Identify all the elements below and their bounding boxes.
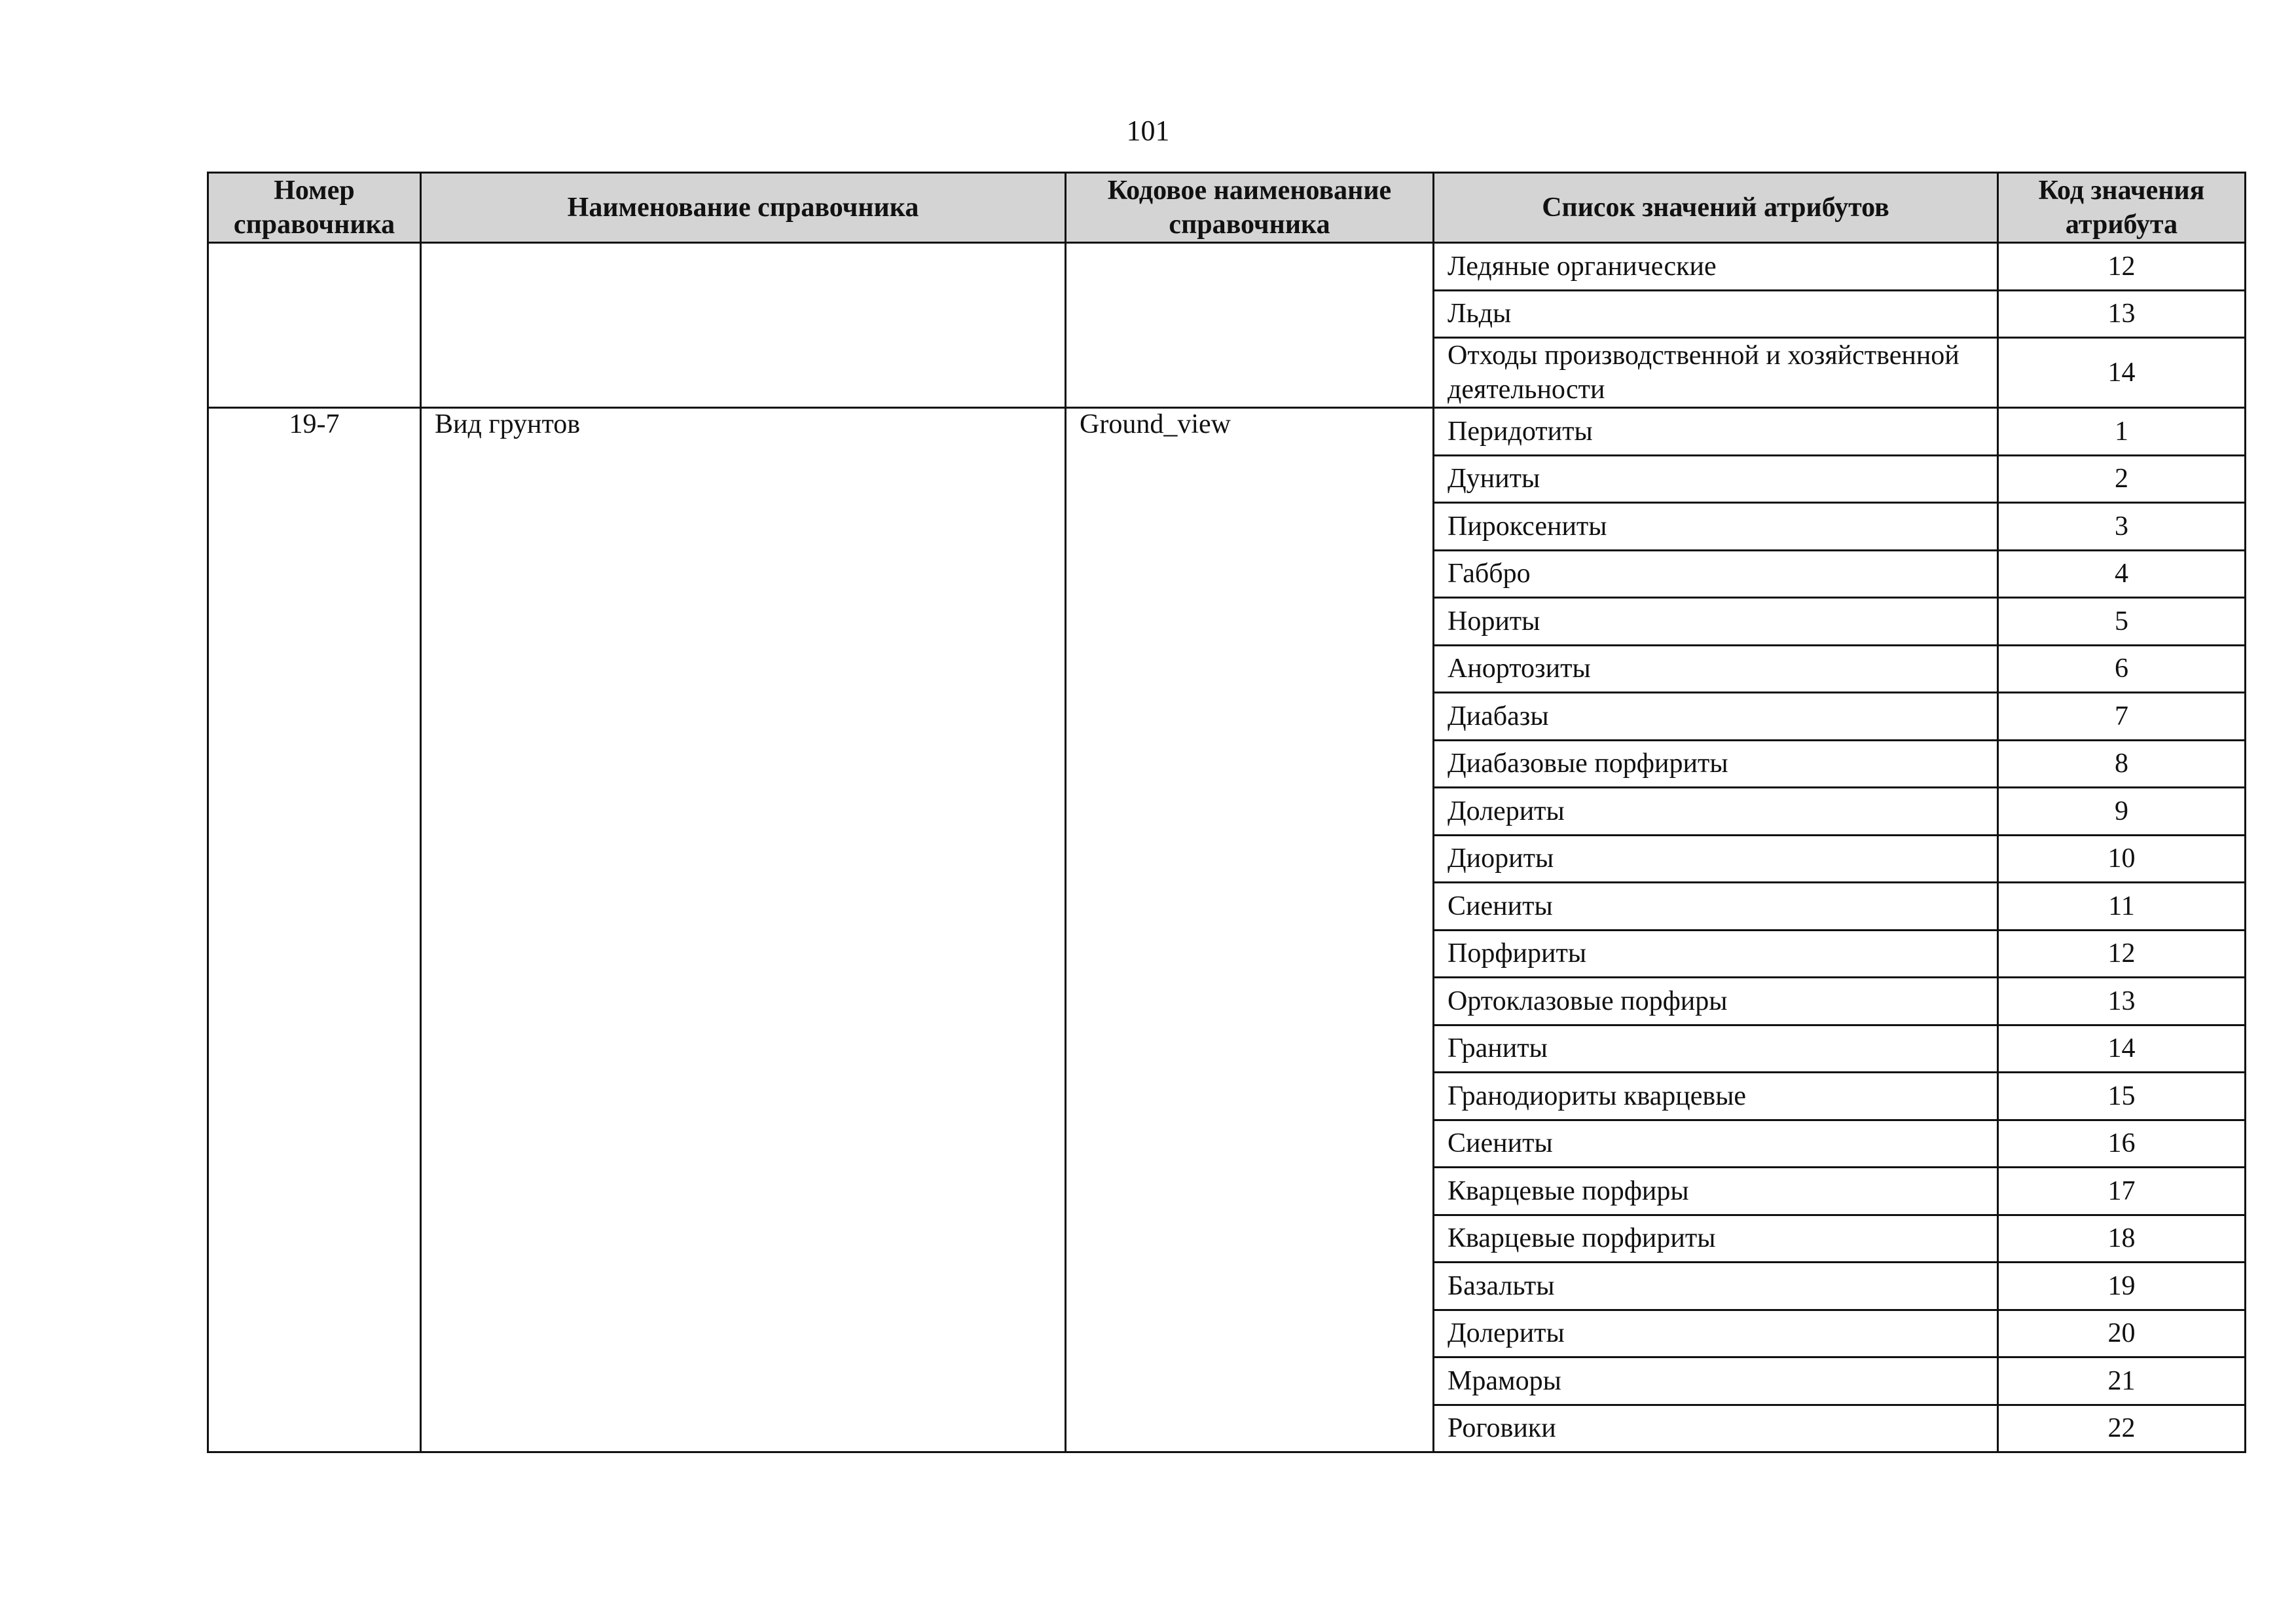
attribute-code: 14	[1998, 338, 2246, 408]
table-row	[208, 243, 2246, 291]
attribute-code: 15	[1998, 1073, 2246, 1120]
attribute-value: Ледяные органические	[1434, 243, 1998, 291]
attribute-code: 22	[1998, 1405, 2246, 1452]
attribute-value: Граниты	[1434, 1025, 1998, 1073]
directory-code-name: Ground_view	[1066, 408, 1434, 1452]
attribute-value: Мраморы	[1434, 1357, 1998, 1405]
attribute-value: Роговики	[1434, 1405, 1998, 1452]
attribute-code: 5	[1998, 598, 2246, 646]
attribute-code: 12	[1998, 930, 2246, 978]
directory-name: Вид грунтов	[421, 408, 1066, 1452]
attribute-value: Сиениты	[1434, 883, 1998, 931]
attribute-code: 14	[1998, 1025, 2246, 1073]
table-header	[208, 173, 2246, 243]
reference-table	[207, 172, 2246, 1453]
attribute-code: 17	[1998, 1168, 2246, 1215]
header-values-list: Список значений атрибутов	[1434, 173, 1998, 243]
header-code-name: Кодовое наименование справочника	[1066, 173, 1434, 243]
attribute-value: Диориты	[1434, 835, 1998, 883]
attribute-code: 13	[1998, 290, 2246, 338]
attribute-code: 12	[1998, 243, 2246, 291]
attribute-code: 16	[1998, 1120, 2246, 1168]
attribute-code: 8	[1998, 740, 2246, 788]
attribute-code: 9	[1998, 788, 2246, 836]
attribute-value: Нориты	[1434, 598, 1998, 646]
attribute-value: Диабазы	[1434, 693, 1998, 741]
header-name: Наименование справочника	[421, 173, 1066, 243]
attribute-value: Анортозиты	[1434, 645, 1998, 693]
attribute-value: Дуниты	[1434, 455, 1998, 503]
continued-name-cell	[421, 243, 1066, 408]
attribute-value: Долериты	[1434, 1310, 1998, 1357]
attribute-value: Базальты	[1434, 1263, 1998, 1310]
continued-number-cell	[208, 243, 421, 408]
attribute-value: Перидотиты	[1434, 408, 1998, 456]
attribute-code: 4	[1998, 550, 2246, 598]
attribute-value: Кварцевые порфиры	[1434, 1168, 1998, 1215]
header-number: Номер справочника	[208, 173, 421, 243]
attribute-code: 18	[1998, 1215, 2246, 1263]
attribute-value: Пироксениты	[1434, 503, 1998, 551]
attribute-code: 20	[1998, 1310, 2246, 1357]
attribute-code: 1	[1998, 408, 2246, 456]
attribute-value: Ортоклазовые порфиры	[1434, 978, 1998, 1025]
directory-number: 19-7	[208, 408, 421, 1452]
attribute-value: Сиениты	[1434, 1120, 1998, 1168]
attribute-value: Гранодиориты кварцевые	[1434, 1073, 1998, 1120]
attribute-value: Кварцевые порфириты	[1434, 1215, 1998, 1263]
page-number: 101	[1126, 115, 1170, 147]
attribute-code: 10	[1998, 835, 2246, 883]
attribute-value: Льды	[1434, 290, 1998, 338]
attribute-code: 13	[1998, 978, 2246, 1025]
attribute-code: 3	[1998, 503, 2246, 551]
header-value-code: Код значения атрибута	[1998, 173, 2246, 243]
attribute-value: Порфириты	[1434, 930, 1998, 978]
attribute-value: Габбро	[1434, 550, 1998, 598]
attribute-value: Отходы производственной и хозяйственной деятельности	[1434, 338, 1998, 408]
attribute-code: 21	[1998, 1357, 2246, 1405]
attribute-code: 11	[1998, 883, 2246, 931]
attribute-code: 6	[1998, 645, 2246, 693]
attribute-value: Диабазовые порфириты	[1434, 740, 1998, 788]
attribute-code: 7	[1998, 693, 2246, 741]
attribute-code: 2	[1998, 455, 2246, 503]
attribute-value: Долериты	[1434, 788, 1998, 836]
table-row	[208, 408, 2246, 456]
attribute-code: 19	[1998, 1263, 2246, 1310]
continued-code-name-cell	[1066, 243, 1434, 408]
